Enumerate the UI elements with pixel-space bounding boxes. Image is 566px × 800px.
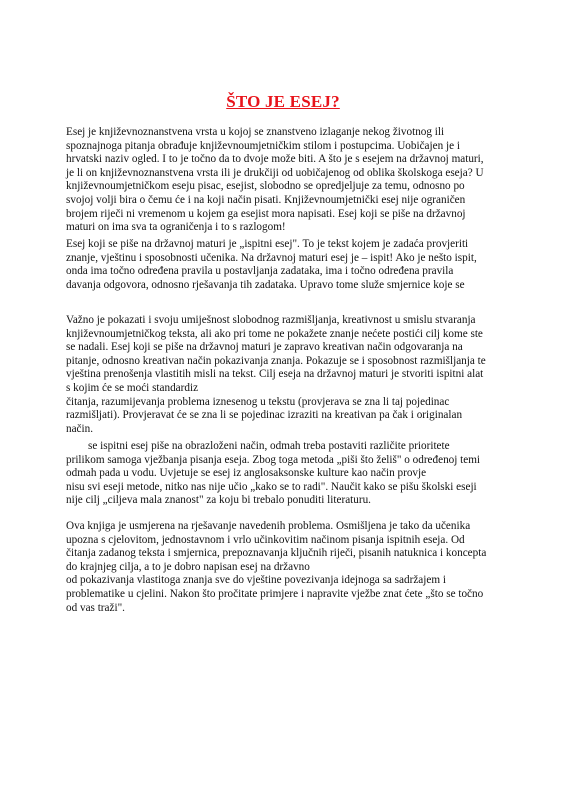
paragraph-line: spoznajnoga pitanja obrađuje književnoumjetničkim stilom i postupcima. Uobičajen je i [66,139,460,152]
paragraph-kreativnost [66,314,506,436]
paragraph-line: razmišljati). Provjeravat će se zna li se pojedinac izraziti na kreativan pa čak i originalan [66,409,463,422]
paragraph-line: književnoumjetničkog teksta, ali ako pri tome ne pokažete znanje nećete postići cilj kome ste [66,327,483,340]
paragraph-line: odmah pada u vodu. Uvjetuje se esej iz anglosaksonske kulture kao način provje [66,467,427,480]
paragraph-line: književnoumjetničkom eseju pisac, esejist, slobodno se opredjeljuje za temu, odnosno po [66,180,465,193]
paragraph-ispitni-esej [66,238,506,292]
paragraph-line: prilikom samoga vježbanja pisanja eseja. Zbog toga metoda „piši što želiš" o određenoj temi [66,453,481,466]
paragraph-line: čitanja, razumijevanja problema iznesenog u tekstu (provjerava se zna li taj pojedinac [66,395,450,408]
paragraph-line: se nadali. Esej koji se piše na državnoj maturi je zapravo kreativan način odgovaranja na [66,341,463,354]
paragraph-line: maturi on ima sva ta ograničenja i to s razlogom! [66,221,286,234]
paragraph-line: Esej koji se piše na državnoj maturi je „ispitni esej". To je tekst kojem je zadaća provjeriti [66,238,469,250]
paragraph-line: Ova knjiga je usmjerena na rješavanje navedenih problema. Osmišljena je tako da učenika [66,520,471,532]
paragraph-line: vještina prenošenja vlastitih misli na tekst. Cilj eseja na državnoj maturi je stvoriti ispitni alat [66,368,484,381]
paragraph-line: do krajnjeg cilja, a to je dobro napisan esej na državno [66,560,310,573]
paragraph-line: upozna s cjelovitom, jednostavnom i vrlo učinkovitim načinom pisanja ispitnih eseja. Od [66,533,465,546]
paragraph-line: se ispitni esej piše na obrazloženi način, odmah treba postaviti različite prioritete [88,440,450,452]
paragraph-line: pitanje, odnosno kreativan način pokazivanja znanja. Pokazuje se i sposobnost razmišljanja te [66,354,486,367]
paragraph-line: od pokazivanja vlastitoga znanja sve do vještine povezivanja idejnoga sa sadržajem i [66,574,446,587]
paragraph-line: brojem riječi ni vremenom u kojem ga esejist mora napisati. Esej koji se piše na državnoj [66,207,466,220]
paragraph-line: od vas traži". [66,601,125,614]
paragraph-line: nije cilj „ciljeva mala znanost" za koju bi trebalo ponuditi literaturu. [66,494,371,507]
paragraph-line: s kojim će se moći standardiz [66,381,199,394]
paragraph-intro [66,126,506,235]
paragraph-line: znanje, vještinu i sposobnosti učenika. Na državnoj maturi esej je – ispit! Ako je nešto ispit, [66,251,477,264]
paragraph-line: problematike u cjelini. Nakon što pročitate primjere i napravite vježbe znat ćete „što se točno [66,587,484,600]
page-title: ŠTO JE ESEJ? [226,92,340,111]
paragraph-line: onda ima točno određena pravila u postavljanja zadataka, ima i točno određena pravila [66,265,454,278]
paragraph-metoda [66,440,506,508]
paragraph-line: hrvatski naziv ogled. I to je točno da to dvoje može biti. A što je s esejem na državnoj maturi, [66,153,484,166]
paragraph-line: davanja odgovora, odnosno rješavanja tih zadataka. Upravo tome služe smjernice koje se [66,278,465,291]
paragraph-line: Esej je književnoznanstvena vrsta u kojoj se znanstveno izlaganje nekog životnog ili [66,126,445,138]
paragraph-line: nisu svi eseji metode, nitko nas nije učio „kako se to radi". Naučit kako se pišu školski eseji [66,480,477,493]
paragraph-line: čitanja zadanog teksta i smjernica, prepoznavanja ključnih riječi, pisanih natuknica i koncepta [66,547,487,560]
paragraph-line: način. [66,422,94,435]
paragraph-line: je li on književnoznanstvena vrsta ili je drukčiji od uobičajenog od oblika školskoga eseja? U [66,166,484,179]
paragraph-line: Važno je pokazati i svoju umiješnost slobodnog razmišljanja, kreativnost u smislu stvaranja [66,314,476,326]
paragraph-line: svojoj volji bira o čemu će i na koji način pisati. Književnoumjetnički esej nije ograničen [66,193,466,206]
paragraph-knjiga [66,520,506,615]
